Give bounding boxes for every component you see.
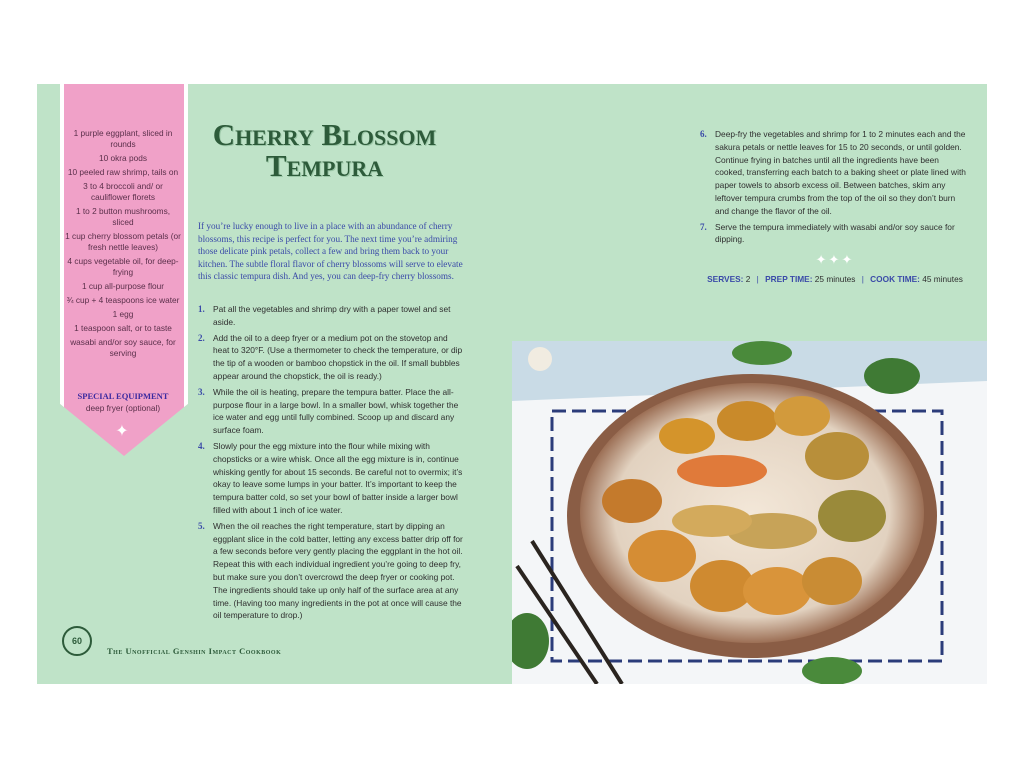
recipe-intro: If you’re lucky enough to live in a place with an abundance of cherry blossoms, this recipe is perfect for you. The next time you’re admiring those delicate pink petals, collect a few and bring them back to your kitchen. The subtle floral flavor of cherry blossoms will serve to elevate this classic tempura dish. And yes, you can deep-fry cherry blossoms. xyxy=(198,221,463,282)
step-item xyxy=(198,520,466,622)
step-number: 2. xyxy=(198,332,205,343)
ingredient-item: 1 cup all-purpose flour xyxy=(81,281,165,291)
step-number: 5. xyxy=(198,520,205,531)
step-item xyxy=(198,303,466,329)
ingredient-item: 10 okra pods xyxy=(99,153,147,163)
tempura-photo xyxy=(512,341,987,684)
page-number: 60 xyxy=(71,636,82,646)
tempura-plate-image xyxy=(512,341,987,684)
ingredient-item: 1 purple eggplant, sliced in rounds xyxy=(73,128,173,149)
page-number-badge xyxy=(62,626,92,656)
step-item xyxy=(700,128,966,218)
book-title: The Unofficial Genshin Impact Cookbook xyxy=(107,646,282,656)
step-number: 7. xyxy=(700,221,707,232)
special-equipment-value: deep fryer (optional) xyxy=(85,403,161,413)
step-text: Serve the tempura immediately with wasabi and/or soy sauce for dipping. xyxy=(715,221,955,245)
step-text: While the oil is heating, prepare the tempura batter. Place the all-purpose flour in a large bowl. In a smaller bowl, whisk together the ice water and egg until fully combined. Scoop up and discard any surface foam. xyxy=(213,386,459,436)
ingredient-item: 1 teaspoon salt, or to taste xyxy=(74,323,172,333)
meta-separator: | xyxy=(756,274,759,284)
ingredient-item: 1 egg xyxy=(112,309,134,319)
step-text: Pat all the vegetables and shrimp dry with a paper towel and set aside. xyxy=(213,304,451,327)
ingredient-item: 10 peeled raw shrimp, tails on xyxy=(67,167,179,177)
meta-separator: | xyxy=(861,274,864,284)
ingredient-item: 3 to 4 broccoli and/ or cauliflower florets xyxy=(83,181,163,202)
step-number: 6. xyxy=(700,129,707,139)
sparkle-icon: ✦ xyxy=(115,423,129,440)
cook-time-label: COOK TIME: xyxy=(870,274,920,284)
step-number: 4. xyxy=(198,440,205,451)
cook-time-value: 45 minutes xyxy=(922,274,963,284)
step-number: 1. xyxy=(198,304,205,314)
ingredient-item: 1 cup cherry blossom petals (or fresh nettle leaves) xyxy=(65,231,181,252)
ingredient-item: 1 to 2 button mushrooms, sliced xyxy=(75,206,171,227)
ingredient-item: ¾ cup + 4 teaspoons ice water xyxy=(66,295,180,305)
ingredient-item: 4 cups vegetable oil, for deep-frying xyxy=(67,256,179,277)
step-text: When the oil reaches the right temperature, start by dipping an eggplant slice in the cold batter, letting any excess batter drip off for a few seconds before very gently placing the eggplant in the hot oil. Repeat this with each individual ingredient you’re going to deep fry, but make sure you don’t overcrowd the deep fryer or cooking pot. The ingredients should take up only half of the surface area at any time. (Having too many ingredients in the pot at once will cause the oil temperature to drop.) xyxy=(213,520,463,621)
steps-list-right xyxy=(700,128,966,249)
step-number: 3. xyxy=(198,386,205,397)
recipe-meta xyxy=(702,274,968,284)
serves-label: SERVES: xyxy=(707,274,744,284)
step-text: Deep-fry the vegetables and shrimp for 1 to 2 minutes each and the sakura petals or nettle leaves for 15 to 20 seconds, or until golden. Continue frying in batches until all the ingredients have been cooked, transferring each batch to a baking sheet or plate lined with paper towels to absorb excess oil. Between batches, skim any leftover tempura crumbs from the top of the oil so they don’t burn and change the flavor of the oil. xyxy=(715,129,966,216)
steps-list-left xyxy=(198,303,466,625)
prep-time-label: PREP TIME: xyxy=(765,274,813,284)
step-item xyxy=(700,221,966,247)
ingredient-list xyxy=(65,128,181,362)
step-text: Slowly pour the egg mixture into the flour while mixing with chopsticks or a wire whisk. Once all the egg mixture is in, continue whisking gently for about 15 seconds. Be careful not to overmix; it’s okay to leave some lumps in your batter. It’s important to keep the tempura batter cold, so set your bowl of batter inside a larger bowl filled with about 1 inch of ice water. xyxy=(213,440,463,515)
serves-value: 2 xyxy=(745,274,751,284)
special-equipment-title: SPECIAL EQUIPMENT xyxy=(77,391,169,401)
ingredient-item: wasabi and/or soy sauce, for serving xyxy=(70,337,176,358)
recipe-title: Cherry Blossom Tempura xyxy=(212,117,437,183)
prep-time-value: 25 minutes xyxy=(814,274,856,284)
sparkle-divider-icon: ✦✦✦ xyxy=(815,252,855,267)
cookbook-spread xyxy=(37,84,987,684)
step-item xyxy=(198,440,466,517)
step-text: Add the oil to a deep fryer or a medium pot on the stovetop and heat to 320°F. (Use a thermometer to check the temperature, or dip the tip of a wooden or bamboo chopstick in the oil. If small bubbles appear around the chopstick, the oil is ready.) xyxy=(213,332,463,381)
step-item xyxy=(198,386,466,437)
step-item xyxy=(198,332,466,383)
